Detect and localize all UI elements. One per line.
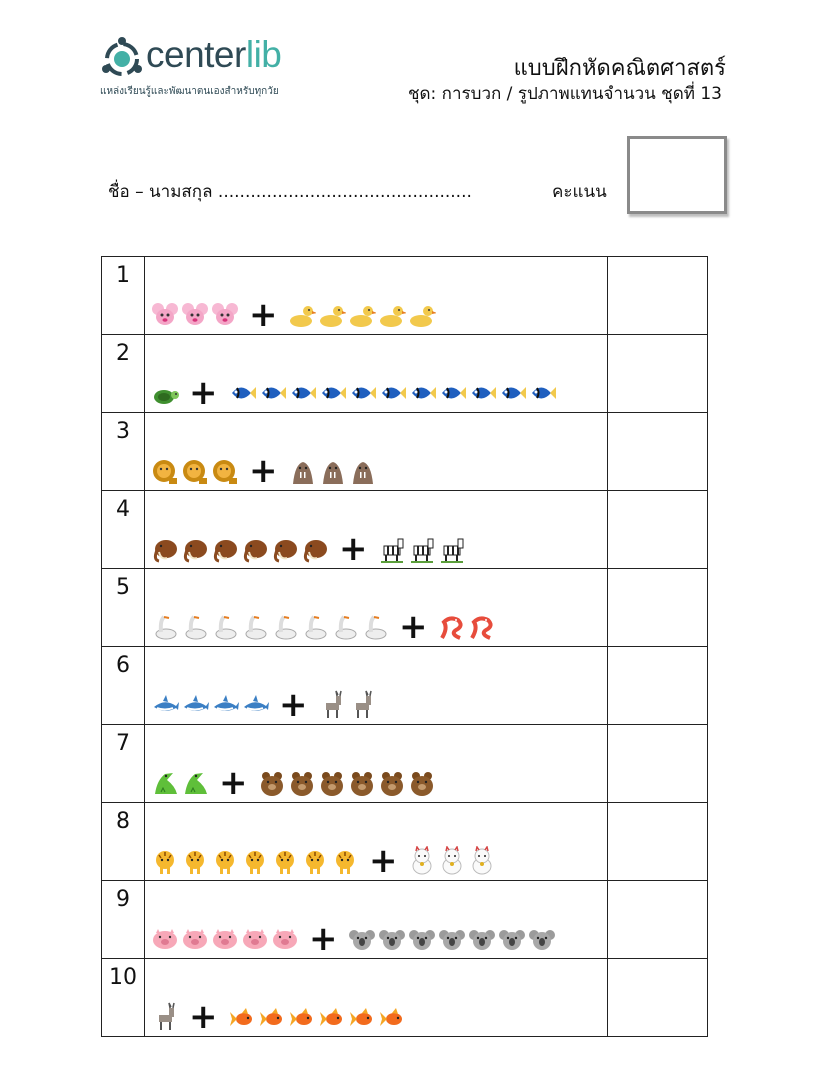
tiger-icon bbox=[151, 846, 179, 876]
koala-icon bbox=[438, 924, 466, 954]
blue-fish-icon bbox=[258, 378, 286, 408]
lucky-cat-icon bbox=[468, 846, 496, 876]
mammoth-icon bbox=[211, 534, 239, 564]
lion-icon bbox=[211, 456, 239, 486]
pink-mouse-icon bbox=[181, 300, 209, 330]
blue-fish-icon bbox=[348, 378, 376, 408]
koala-icon bbox=[348, 924, 376, 954]
yellow-duck-icon bbox=[408, 300, 436, 330]
pink-mouse-icon bbox=[151, 300, 179, 330]
shark-icon bbox=[211, 690, 239, 720]
crocodile-icon bbox=[181, 768, 209, 798]
answer-box[interactable] bbox=[608, 881, 708, 959]
problem-number: 6 bbox=[102, 647, 145, 725]
goose-icon bbox=[211, 612, 239, 642]
zebra-icon bbox=[408, 534, 436, 564]
problem-number: 2 bbox=[102, 335, 145, 413]
lion-icon bbox=[181, 456, 209, 486]
tiger-icon bbox=[181, 846, 209, 876]
pink-mouse-icon bbox=[211, 300, 239, 330]
donkey-icon bbox=[151, 1002, 179, 1032]
problem-row bbox=[102, 413, 708, 491]
tiger-icon bbox=[271, 846, 299, 876]
goldfish-icon bbox=[258, 1002, 286, 1032]
goose-icon bbox=[301, 612, 329, 642]
blue-fish-icon bbox=[468, 378, 496, 408]
blue-fish-icon bbox=[288, 378, 316, 408]
answer-box[interactable] bbox=[608, 257, 708, 335]
bear-icon bbox=[288, 768, 316, 798]
blue-fish-icon bbox=[408, 378, 436, 408]
tiger-icon bbox=[301, 846, 329, 876]
plus-sign: + bbox=[339, 529, 368, 569]
problem-row bbox=[102, 725, 708, 803]
worksheet-title: แบบฝึกหัดคณิตศาสตร์ bbox=[513, 56, 726, 81]
mammoth-icon bbox=[241, 534, 269, 564]
problem-pictures bbox=[145, 803, 608, 881]
problem-pictures bbox=[145, 257, 608, 335]
zebra-icon bbox=[378, 534, 406, 564]
problem-pictures bbox=[145, 725, 608, 803]
walrus-icon bbox=[288, 456, 316, 486]
goose-icon bbox=[361, 612, 389, 642]
mammoth-icon bbox=[151, 534, 179, 564]
plus-sign: + bbox=[279, 685, 308, 725]
red-snake-icon bbox=[438, 612, 466, 642]
problem-pictures bbox=[145, 959, 608, 1037]
blue-fish-icon bbox=[498, 378, 526, 408]
problem-number: 10 bbox=[102, 959, 145, 1037]
blue-fish-icon bbox=[438, 378, 466, 408]
problem-table bbox=[101, 256, 708, 1037]
problem-pictures bbox=[145, 413, 608, 491]
bear-icon bbox=[348, 768, 376, 798]
crocodile-icon bbox=[151, 768, 179, 798]
pig-icon bbox=[271, 924, 299, 954]
problem-number: 1 bbox=[102, 257, 145, 335]
bear-icon bbox=[318, 768, 346, 798]
plus-sign: + bbox=[189, 373, 218, 413]
answer-box[interactable] bbox=[608, 413, 708, 491]
blue-fish-icon bbox=[318, 378, 346, 408]
goose-icon bbox=[271, 612, 299, 642]
plus-sign: + bbox=[369, 841, 398, 881]
goose-icon bbox=[331, 612, 359, 642]
koala-icon bbox=[528, 924, 556, 954]
logo-wordmark: centerlib bbox=[146, 34, 282, 75]
goldfish-icon bbox=[378, 1002, 406, 1032]
answer-box[interactable] bbox=[608, 959, 708, 1037]
answer-box[interactable] bbox=[608, 569, 708, 647]
plus-sign: + bbox=[219, 763, 248, 803]
score-box[interactable] bbox=[627, 136, 727, 214]
koala-icon bbox=[408, 924, 436, 954]
answer-box[interactable] bbox=[608, 803, 708, 881]
problem-row bbox=[102, 257, 708, 335]
goldfish-icon bbox=[288, 1002, 316, 1032]
plus-sign: + bbox=[249, 451, 278, 491]
answer-box[interactable] bbox=[608, 491, 708, 569]
problem-pictures bbox=[145, 647, 608, 725]
pig-icon bbox=[211, 924, 239, 954]
problem-row bbox=[102, 959, 708, 1037]
yellow-duck-icon bbox=[288, 300, 316, 330]
pig-icon bbox=[151, 924, 179, 954]
blue-fish-icon bbox=[228, 378, 256, 408]
plus-sign: + bbox=[399, 607, 428, 647]
problem-number: 4 bbox=[102, 491, 145, 569]
turtle-icon bbox=[151, 378, 179, 408]
problem-row bbox=[102, 491, 708, 569]
bear-icon bbox=[408, 768, 436, 798]
centerlib-logo-icon bbox=[100, 36, 144, 80]
problem-row bbox=[102, 881, 708, 959]
donkey-icon bbox=[318, 690, 346, 720]
tiger-icon bbox=[211, 846, 239, 876]
answer-box[interactable] bbox=[608, 647, 708, 725]
koala-icon bbox=[378, 924, 406, 954]
mammoth-icon bbox=[301, 534, 329, 564]
problem-number: 9 bbox=[102, 881, 145, 959]
logo-tagline: แหล่งเรียนรู้และพัฒนาตนเองสำหรับทุกวัย bbox=[100, 86, 279, 97]
problem-row bbox=[102, 569, 708, 647]
walrus-icon bbox=[318, 456, 346, 486]
zebra-icon bbox=[438, 534, 466, 564]
lucky-cat-icon bbox=[438, 846, 466, 876]
plus-sign: + bbox=[309, 919, 338, 959]
problem-row bbox=[102, 803, 708, 881]
koala-icon bbox=[468, 924, 496, 954]
goldfish-icon bbox=[348, 1002, 376, 1032]
goose-icon bbox=[151, 612, 179, 642]
problem-pictures bbox=[145, 569, 608, 647]
worksheet-subtitle: ชุด: การบวก / รูปภาพแทนจำนวน ชุดที่ 13 bbox=[407, 84, 722, 104]
tiger-icon bbox=[331, 846, 359, 876]
mammoth-icon bbox=[271, 534, 299, 564]
problem-number: 8 bbox=[102, 803, 145, 881]
problem-number: 7 bbox=[102, 725, 145, 803]
problem-pictures bbox=[145, 881, 608, 959]
problem-row bbox=[102, 335, 708, 413]
plus-sign: + bbox=[189, 997, 218, 1037]
yellow-duck-icon bbox=[348, 300, 376, 330]
red-snake-icon bbox=[468, 612, 496, 642]
problem-pictures bbox=[145, 491, 608, 569]
problem-pictures bbox=[145, 335, 608, 413]
problem-number: 5 bbox=[102, 569, 145, 647]
koala-icon bbox=[498, 924, 526, 954]
blue-fish-icon bbox=[528, 378, 556, 408]
pig-icon bbox=[181, 924, 209, 954]
tiger-icon bbox=[241, 846, 269, 876]
answer-box[interactable] bbox=[608, 335, 708, 413]
blue-fish-icon bbox=[378, 378, 406, 408]
lucky-cat-icon bbox=[408, 846, 436, 876]
problem-number: 3 bbox=[102, 413, 145, 491]
walrus-icon bbox=[348, 456, 376, 486]
student-name-field[interactable]: ชื่อ – นามสกุล ............................................... bbox=[108, 182, 472, 202]
problem-row bbox=[102, 647, 708, 725]
centerlib-logo bbox=[100, 36, 330, 100]
shark-icon bbox=[151, 690, 179, 720]
donkey-icon bbox=[348, 690, 376, 720]
goldfish-icon bbox=[228, 1002, 256, 1032]
answer-box[interactable] bbox=[608, 725, 708, 803]
score-label: คะแนน bbox=[552, 182, 607, 202]
bear-icon bbox=[378, 768, 406, 798]
shark-icon bbox=[241, 690, 269, 720]
pig-icon bbox=[241, 924, 269, 954]
goose-icon bbox=[181, 612, 209, 642]
mammoth-icon bbox=[181, 534, 209, 564]
shark-icon bbox=[181, 690, 209, 720]
bear-icon bbox=[258, 768, 286, 798]
plus-sign: + bbox=[249, 295, 278, 335]
goose-icon bbox=[241, 612, 269, 642]
yellow-duck-icon bbox=[378, 300, 406, 330]
lion-icon bbox=[151, 456, 179, 486]
goldfish-icon bbox=[318, 1002, 346, 1032]
yellow-duck-icon bbox=[318, 300, 346, 330]
